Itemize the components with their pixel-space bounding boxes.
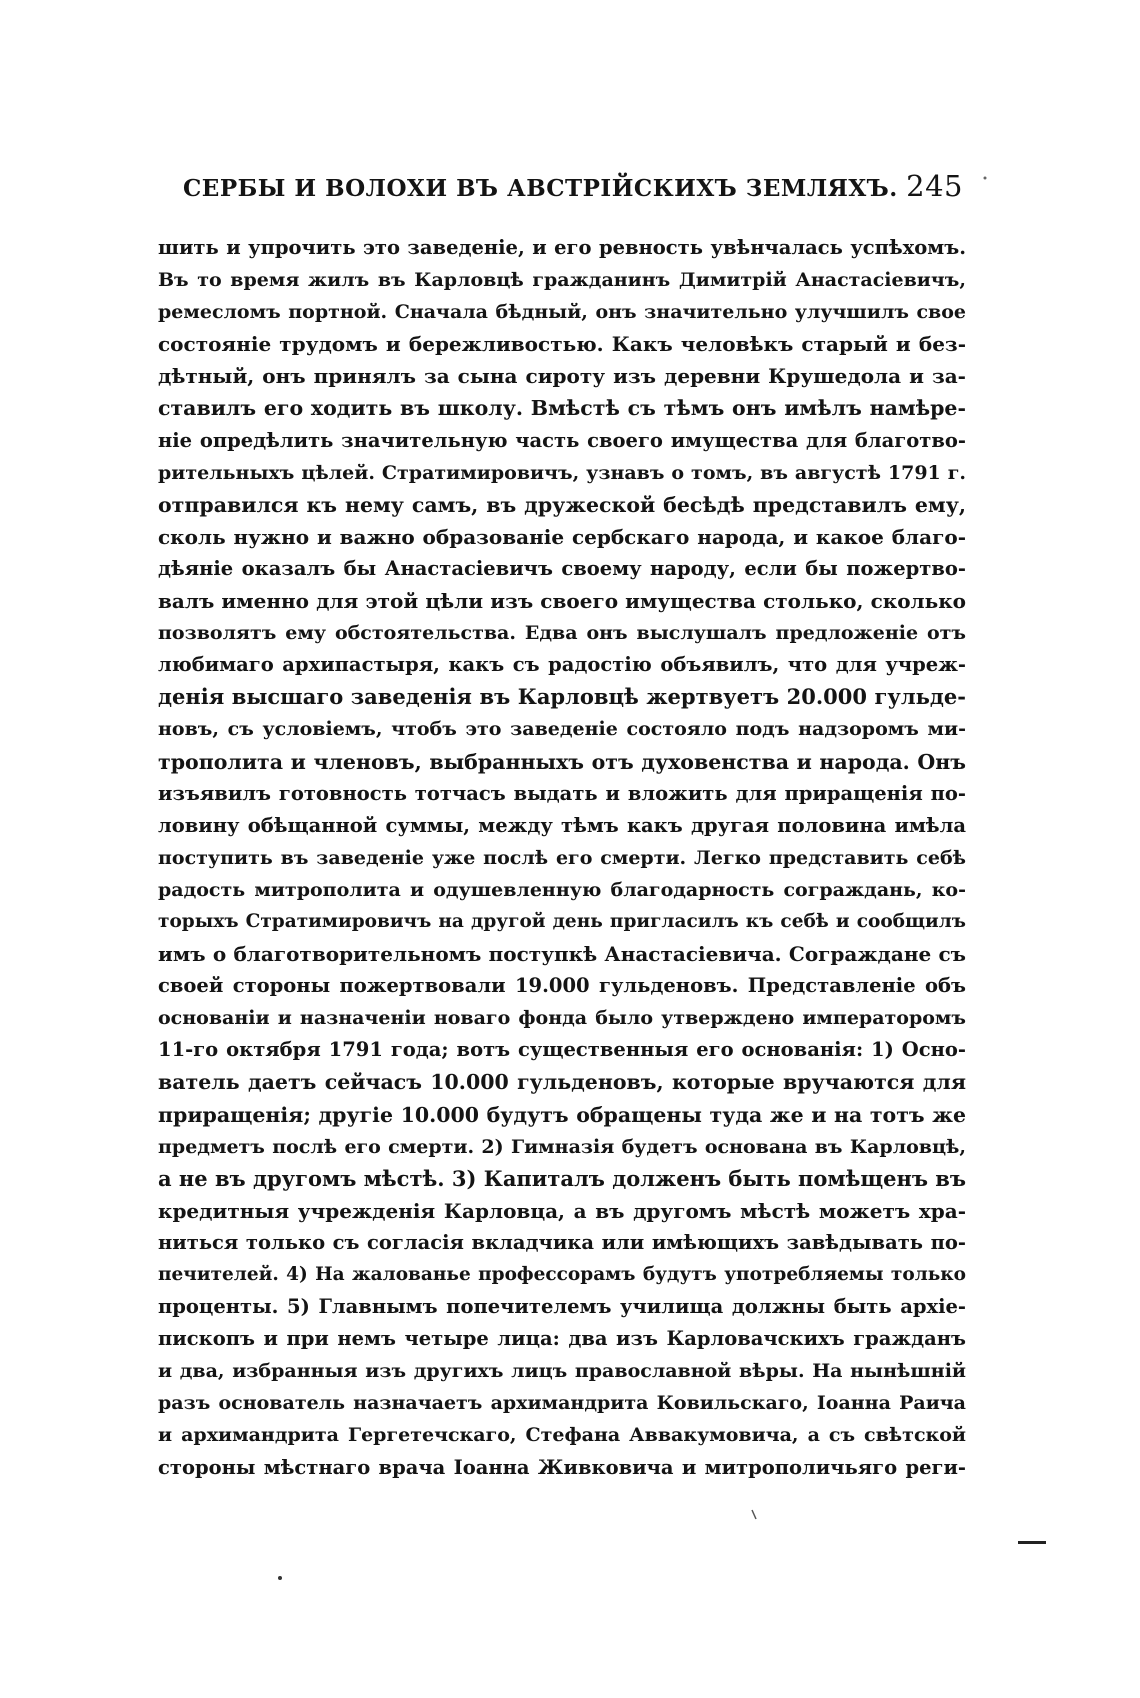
page-number: 245 <box>906 169 963 203</box>
text-line: 11-го октября 1791 года; вотъ существенныя его основанія: 1) Осно- <box>158 1038 966 1062</box>
text-line: шить и упрочить это заведеніе, и его ревность увѣнчалась успѣхомъ. <box>158 236 966 259</box>
ink-speck <box>752 1510 756 1519</box>
text-line: и архимандрита Гергетечскаго, Стефана Аввакумовича, а съ свѣтской <box>158 1424 966 1447</box>
text-line: имъ о благотворительномъ поступкѣ Анастасіевича. Сограждане съ <box>158 942 966 967</box>
text-line: новъ, съ условіемъ, чтобъ это заведеніе состояло подъ надзоромъ ми- <box>158 718 966 741</box>
text-line: разъ основатель назначаетъ архимандрита Ковильскаго, Іоанна Раича <box>158 1392 966 1415</box>
text-line: торыхъ Стратимировичъ на другой день пригласилъ къ себѣ и сообщилъ <box>158 910 966 932</box>
text-line: любимаго архипастыря, какъ съ радостію объявилъ, что для учреж- <box>158 653 966 677</box>
text-line: денія высшаго заведенія въ Карловцѣ жертвуетъ 20.000 гульде- <box>158 684 966 710</box>
text-line: ремесломъ портной. Сначала бѣдный, онъ значительно улучшилъ свое <box>158 301 966 324</box>
text-line: стороны мѣстнаго врача Іоанна Живковича и митрополичьяго реги- <box>158 1455 966 1479</box>
text-line: дѣтный, онъ принялъ за сына сироту изъ деревни Крушедола и за- <box>158 364 966 389</box>
running-title: СЕРБЫ И ВОЛОХИ ВЪ АВСТРІЙСКИХЪ ЗЕМЛЯХЪ. <box>183 175 898 202</box>
text-line: состояніе трудомъ и бережливостью. Какъ человѣкъ старый и без- <box>158 332 966 357</box>
text-line: ловину обѣщанной суммы, между тѣмъ какъ другая половина имѣла <box>158 813 966 837</box>
text-line: радость митрополита и одушевленную благодарность сограждань, ко- <box>158 878 966 901</box>
text-line: пископъ и при немъ четыре лица: два изъ Карловачскихъ гражданъ <box>158 1327 966 1351</box>
text-line: Въ то время жилъ въ Карловцѣ гражданинъ Димитрій Анастасіевичъ, <box>158 269 966 292</box>
text-line: кредитныя учрежденія Карловца, а въ другомъ мѣстѣ можетъ хра- <box>158 1198 966 1223</box>
text-line: сколь нужно и важно образованіе сербскаго народа, и какое благо- <box>158 524 966 549</box>
text-line: отправился къ нему самъ, въ дружеской бесѣдѣ представилъ ему, <box>158 492 966 517</box>
ink-speck <box>984 177 987 180</box>
text-line: поступить въ заведеніе уже послѣ его смерти. Легко представить себѣ <box>158 846 966 869</box>
text-line: ніе опредѣлить значительную часть своего имущества для благотво- <box>158 428 966 452</box>
text-line: изъявилъ готовность тотчасъ выдать и вложить для приращенія по- <box>158 781 966 805</box>
text-line: валъ именно для этой цѣли изъ своего имущества столько, сколько <box>158 589 966 614</box>
text-line: позволятъ ему обстоятельства. Едва онъ выслушалъ предложеніе отъ <box>158 622 966 645</box>
text-line: предметъ послѣ его смерти. 2) Гимназія будетъ основана въ Карловцѣ, <box>158 1135 966 1158</box>
text-line: приращенія; другіе 10.000 будутъ обращены туда же и на тотъ же <box>158 1102 966 1127</box>
text-line: основаніи и назначеніи новаго фонда было утверждено императоромъ <box>158 1007 966 1030</box>
text-line: а не въ другомъ мѣстѣ. 3) Капиталъ долженъ быть помѣщенъ въ <box>158 1165 966 1191</box>
body-text <box>158 232 966 1484</box>
text-line: проценты. 5) Главнымъ попечителемъ училища должны быть архіе- <box>158 1295 966 1319</box>
text-line: дѣяніе оказалъ бы Анастасіевичъ своему народу, если бы пожертво- <box>158 556 966 580</box>
text-line: ставилъ его ходить въ школу. Вмѣстѣ съ тѣмъ онъ имѣлъ намѣре- <box>158 396 966 421</box>
text-line: ниться только съ согласія вкладчика или имѣющихъ завѣдывать по- <box>158 1230 966 1254</box>
text-line: ватель даетъ сейчасъ 10.000 гульденовъ, которые вручаются для <box>158 1070 966 1095</box>
text-line: и два, избранныя изъ другихъ лицъ православной вѣры. На нынѣшній <box>158 1360 966 1383</box>
ink-speck <box>1018 1541 1046 1544</box>
text-line: трополита и членовъ, выбранныхъ отъ духовенства и народа. Онъ <box>158 749 966 774</box>
ink-speck <box>278 1576 282 1580</box>
text-line: своей стороны пожертвовали 19.000 гульденовъ. Представленіе объ <box>158 974 966 998</box>
text-line: печителей. 4) На жалованье профессорамъ будутъ употребляемы только <box>158 1264 966 1285</box>
text-line: рительныхъ цѣлей. Стратимировичъ, узнавъ о томъ, въ августѣ 1791 г. <box>158 461 966 484</box>
